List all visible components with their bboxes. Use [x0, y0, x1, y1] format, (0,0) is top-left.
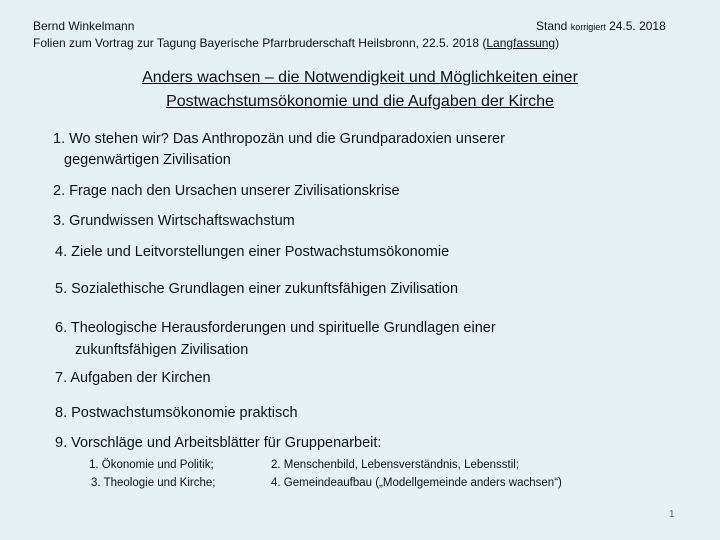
stand-date: 24.5. 2018 — [609, 19, 666, 33]
agenda-item: 9. Vorschläge und Arbeitsblätter für Gruppenarbeit: — [55, 435, 382, 451]
sub-item: 2. Menschenbild, Lebensverständnis, Lebensstil; — [271, 459, 520, 471]
header-subtitle — [33, 36, 559, 50]
agenda-item-continuation: zukunftsfähigen Zivilisation — [75, 342, 249, 358]
sub-item: 3. Theologie und Kirche; — [91, 477, 216, 489]
agenda-item: 6. Theologische Herausforderungen und spirituelle Grundlagen einer — [55, 320, 496, 336]
agenda-item: 3. Grundwissen Wirtschaftswachstum — [53, 213, 295, 229]
agenda-item-continuation: gegenwärtigen Zivilisation — [64, 152, 231, 168]
agenda-item: 7. Aufgaben der Kirchen — [55, 370, 211, 386]
sub-item: 4. Gemeindeaufbau („Modellgemeinde anders wachsen“) — [271, 477, 562, 489]
subtitle-prefix: Folien zum Vortrag zur Tagung Bayerische Pfarrbruderschaft Heilsbronn, 22.5. 2018 ( — [33, 36, 487, 50]
agenda-item: 5. Sozialethische Grundlagen einer zukunftsfähigen Zivilisation — [55, 281, 459, 297]
stand-label: Stand — [536, 19, 568, 33]
sub-item: 1. Ökonomie und Politik; — [89, 459, 214, 471]
agenda-item: 1. Wo stehen wir? Das Anthropozän und die Grundparadoxien unserer — [53, 131, 505, 147]
subtitle-suffix: ) — [555, 36, 560, 50]
page-number: 1 — [669, 509, 675, 520]
slide-title-line-2: Postwachstumsökonomie und die Aufgaben der Kirche — [166, 93, 554, 110]
stand-note: korrigiert — [570, 22, 606, 32]
stand-info — [536, 19, 666, 33]
agenda-item: 8. Postwachstumsökonomie praktisch — [55, 405, 298, 421]
agenda-item: 4. Ziele und Leitvorstellungen einer Postwachstumsökonomie — [55, 244, 450, 260]
author-name: Bernd Winkelmann — [33, 19, 135, 33]
subtitle-link[interactable]: Langfassung — [486, 36, 556, 50]
agenda-item: 2. Frage nach den Ursachen unserer Zivilisationskrise — [53, 183, 400, 199]
slide-title-line-1: Anders wachsen – die Notwendigkeit und Möglichkeiten einer — [142, 69, 578, 86]
